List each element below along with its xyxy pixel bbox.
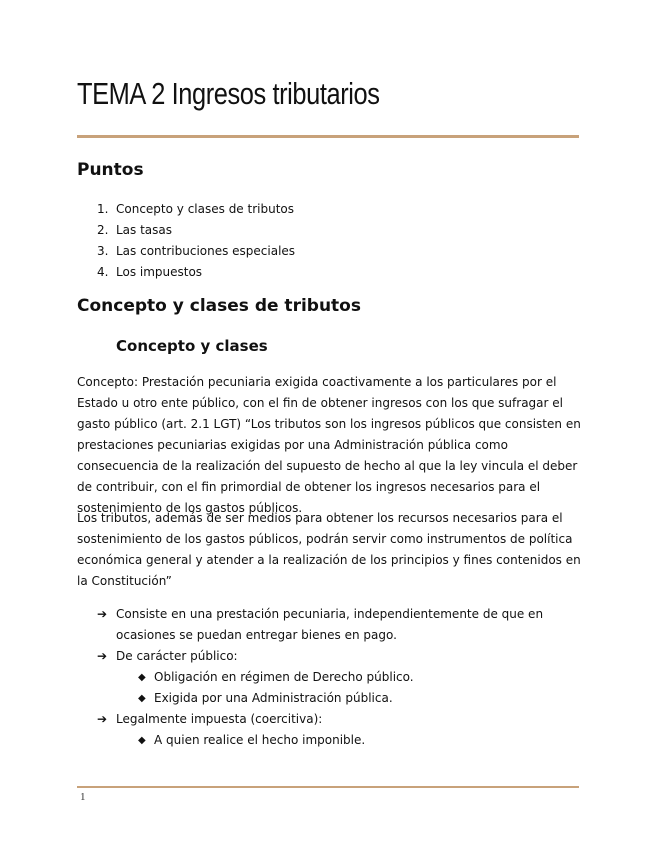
- puntos-list: [97, 200, 295, 284]
- title-divider: [77, 135, 579, 138]
- list-item: [97, 709, 587, 730]
- diamond-bullet-icon: ◆: [138, 735, 146, 746]
- list-item: [97, 646, 587, 667]
- characteristics-list: [97, 604, 587, 751]
- list-item: [97, 730, 587, 751]
- list-item: [97, 688, 587, 709]
- page-number: 1: [80, 791, 86, 803]
- footer-divider: [77, 786, 579, 788]
- list-item-number: 4.: [97, 265, 109, 279]
- list-item-text: De carácter público:: [116, 649, 238, 663]
- paragraph-concepto: Concepto: Prestación pecuniaria exigida coactivamente a los particulares por el Estado u otro ente público, con el fin de obtener ingresos con los que sufragar el gasto público (art. 2.1 LGT) “Los tributos son los ingresos públicos que consisten en prestaciones pecuniarias exigidas por una Administración pública como consecuencia de la realización del supuesto de hecho al que la ley vincula el deber de contribuir, con el fin primordial de obtener los ingresos necesarios para el sostenimiento de los gastos públicos.: [77, 375, 581, 515]
- diamond-bullet-icon: ◆: [138, 693, 146, 704]
- list-item: [97, 667, 587, 688]
- page-title: TEMA 2 Ingresos tributarios: [77, 76, 380, 111]
- list-item: [97, 200, 295, 221]
- list-item-text: Concepto y clases de tributos: [116, 202, 294, 216]
- arrow-bullet-icon: ➔: [97, 607, 108, 621]
- list-item: [97, 263, 295, 284]
- list-item-text: Las contribuciones especiales: [116, 244, 296, 258]
- arrow-bullet-icon: ➔: [97, 649, 108, 663]
- list-item-text: Los impuestos: [116, 265, 203, 279]
- list-item-number: 1.: [97, 202, 109, 216]
- list-item: [97, 221, 295, 242]
- list-item-text: Exigida por una Administración pública.: [154, 691, 393, 705]
- list-item-text: Las tasas: [116, 223, 173, 237]
- list-item: [97, 242, 295, 263]
- paragraph-tributos: Los tributos, además de ser medios para obtener los recursos necesarios para el sostenimiento de los gastos públicos, podrán servir como instrumentos de política económica general y atender a la realización de los principios y fines contenidos en la Constitución”: [77, 511, 581, 588]
- list-item-text: Legalmente impuesta (coercitiva):: [116, 712, 323, 726]
- list-item-number: 3.: [97, 244, 109, 258]
- section-heading: Concepto y clases de tributos: [77, 296, 361, 316]
- list-item: [97, 604, 587, 646]
- list-item-text: Consiste en una prestación pecuniaria, independientemente de que en ocasiones se puedan entregar bienes en pago.: [116, 607, 544, 642]
- list-item-text: A quien realice el hecho imponible.: [154, 733, 366, 747]
- list-item-text: Obligación en régimen de Derecho público.: [154, 670, 414, 684]
- subsection-heading: Concepto y clases: [116, 337, 268, 355]
- puntos-heading: Puntos: [77, 160, 144, 180]
- list-item-number: 2.: [97, 223, 109, 237]
- diamond-bullet-icon: ◆: [138, 672, 146, 683]
- arrow-bullet-icon: ➔: [97, 712, 108, 726]
